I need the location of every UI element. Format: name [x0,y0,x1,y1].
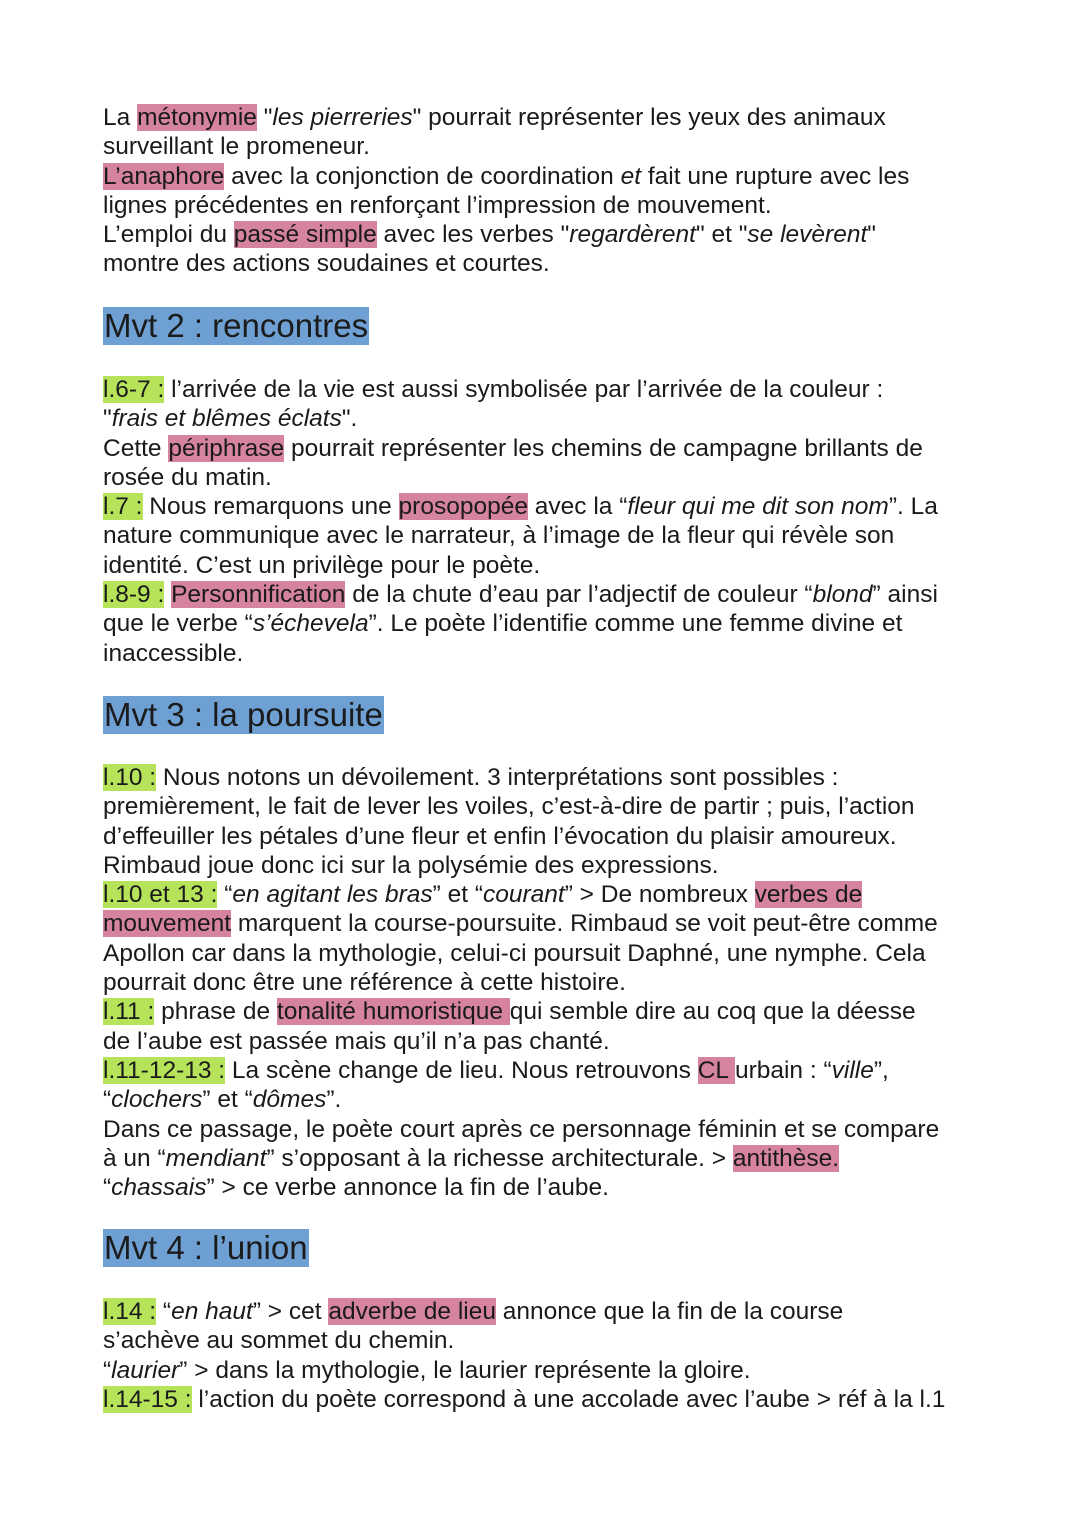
text: ” ainsi [872,581,938,609]
quote: regardèrent [569,221,696,249]
figure-highlight: antithèse. [732,1144,840,1172]
figure-highlight: adverbe de lieu [328,1298,496,1325]
text-line: s’achève au sommet du chemin. [103,1327,455,1355]
text: ” > dans la mythologie, le laurier représente la gloire. [179,1356,751,1384]
quote: ville [831,1056,874,1084]
text: urbain : “ [734,1056,832,1084]
text: de la chute d’eau par l’adjectif de couleur “ [345,581,813,609]
text: “ [217,881,233,909]
section-heading-mvt3: Mvt 3 : la poursuite [104,696,383,733]
quote: clochers [111,1086,203,1114]
figure-highlight: CL [697,1056,735,1084]
mvt4-paragraph [103,1297,983,1414]
figure-highlight: verbes de [754,881,863,909]
text: ” > cet [252,1298,329,1325]
text: “ [103,1356,112,1384]
text: que le verbe “ [103,610,253,638]
text: phrase de [154,998,277,1026]
text: l’arrivée de la vie est aussi symbolisée par l’arrivée de la couleur : [164,376,884,403]
text-line: rosée du matin. [103,463,272,491]
text: ”. [326,1086,342,1114]
quote: mendiant [165,1144,267,1172]
text-line: inaccessible. [103,639,244,667]
figure-highlight: passé simple [233,221,377,249]
text-line: d’effeuiller les pétales d’une fleur et enfin l’évocation du plaisir amoureux. [103,822,897,850]
text: “ [103,1086,112,1114]
text: Cette [103,434,169,462]
line-ref: l.11-12-13 : [103,1056,226,1084]
quote: se levèrent [747,221,868,249]
quote: les pierreries [272,104,413,131]
quote: chassais [111,1174,207,1202]
text-line: lignes précédentes en renforçant l’impression de mouvement. [103,191,772,219]
text: " pourrait représenter les yeux des animaux [412,104,886,131]
figure-highlight: Personnification [171,581,346,609]
line-ref: l.14-15 : [103,1385,192,1413]
text: ”. Le poète l’identifie comme une femme divine et [368,610,903,638]
figure-highlight: prosopopée [398,493,528,521]
quote: dômes [252,1086,327,1114]
text: “ [156,1298,172,1325]
quote: courant [482,881,565,909]
text: ” > ce verbe annonce la fin de l’aube. [206,1174,609,1202]
text: annonce que la fin de la course [495,1298,844,1325]
text: ”. La [888,493,938,521]
text-line: de l’aube est passée mais qu’il n’a pas chanté. [103,1027,610,1055]
line-ref: l.10 : [103,764,157,791]
text: " [256,104,273,131]
quote: s’échevela [252,610,369,638]
line-ref: l.10 et 13 : [103,881,218,909]
text-line: Dans ce passage, le poète court après ce personnage féminin et se compare [103,1115,940,1143]
figure-highlight: périphrase [168,434,285,462]
text: fait une rupture avec les [641,162,910,190]
quote: et [620,162,642,190]
text-line: nature communique avec le narrateur, à l’image de la fleur qui révèle son [103,522,895,550]
line-ref: l.11 : [103,998,155,1026]
section-heading-mvt4: Mvt 4 : l’union [104,1229,308,1266]
quote: frais et blêmes éclats [111,405,342,433]
text: ”, [873,1056,889,1084]
text: " [867,221,876,249]
line-ref: l.6-7 : [103,376,165,403]
mvt3-paragraph [103,763,983,1202]
text: ” et “ [202,1086,253,1114]
quote: en agitant les bras [232,881,433,909]
line-ref: l.14 : [103,1298,157,1325]
figure-highlight: tonalité humoristique [276,998,510,1026]
figure-highlight: métonymie [137,104,257,131]
text: qui semble dire au coq que la déesse [509,998,916,1026]
text: ” s’opposant à la richesse architecturale. > [266,1144,733,1172]
quote: laurier [111,1356,180,1384]
line-ref: l.7 : [103,493,143,521]
text: avec la “ [527,493,628,521]
quote: en haut [171,1298,253,1325]
text: " [103,405,112,433]
figure-highlight: L’anaphore [103,162,225,190]
text: La scène change de lieu. Nous retrouvons [225,1056,698,1084]
text: avec la conjonction de coordination [224,162,621,190]
text-line: Rimbaud joue donc ici sur la polysémie des expressions. [103,851,719,879]
text: à un “ [103,1144,166,1172]
text-line: surveillant le promeneur. [103,133,370,161]
text: ". [341,405,358,433]
text: pourrait représenter les chemins de campagne brillants de [284,434,923,462]
line-ref: l.8-9 : [103,581,165,609]
quote: fleur qui me dit son nom [627,493,889,521]
text: “ [103,1174,112,1202]
text: avec les verbes " [376,221,570,249]
text: ” et “ [432,881,483,909]
quote: blond [812,581,873,609]
text: Nous remarquons une [142,493,399,521]
text: marquent la course-poursuite. Rimbaud se voit peut-être comme [231,910,938,938]
text: l’action du poète correspond à une accolade avec l’aube > réf à la l.1 [191,1385,946,1413]
section-heading-mvt2: Mvt 2 : rencontres [104,307,369,344]
intro-paragraph [103,103,983,279]
text-line: identité. C’est un privilège pour le poète. [103,551,541,579]
figure-highlight: mouvement [103,910,232,938]
text: La [103,104,138,131]
text-line: pourrait donc être une référence à cette histoire. [103,969,626,997]
text-line: montre des actions soudaines et courtes. [103,250,550,278]
text: " et " [695,221,748,249]
text: Nous notons un dévoilement. 3 interprétations sont possibles : [156,764,839,791]
text-line: premièrement, le fait de lever les voiles, c’est-à-dire de partir ; puis, l’action [103,793,915,821]
mvt2-paragraph [103,375,983,668]
text: ” > De nombreux [564,881,755,909]
text-line: Apollon car dans la mythologie, celui-ci poursuit Daphné, une nymphe. Cela [103,939,926,967]
text: L’emploi du [103,221,234,249]
